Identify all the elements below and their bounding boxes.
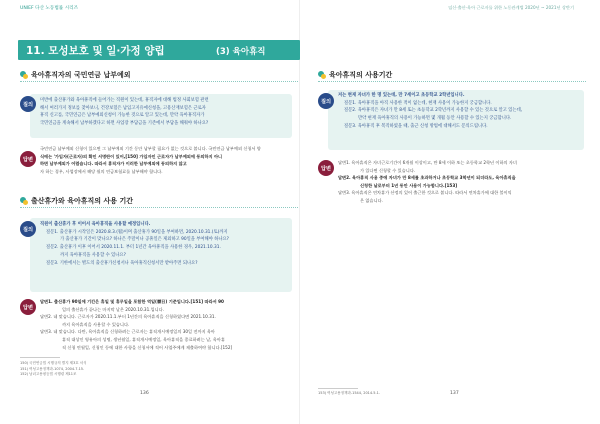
section-divider — [20, 81, 298, 82]
section-bullet-icon — [20, 197, 28, 205]
question-text: 미반에 출산휴가와 육아휴직에 들어가는 직원이 있는데, 휴직자에 대해 법정 사회보험 관련 해서 여러가지 정보를 찾아보니, 건강보험은 납입고지유예신청을, 고용산재보험은 근로자 휴직 신고를, 국민연금은 납부예외신청이 가능한 것으로 알고 있는데, 만약 육아휴직자가 국민연금을 계속해서 납부하겠다고 하면 사업장 부담금을 기존에서 부담을 해줘야 하나요? — [40, 98, 209, 127]
section-bullet-icon — [318, 71, 326, 79]
section-heading-pension — [20, 70, 131, 80]
page-number-left: 136 — [140, 391, 149, 396]
chapter-banner — [18, 40, 300, 60]
question-text: 직원이 출산휴가 후 이어서 육아휴직을 사용할 예정입니다. 질문1. 출산휴가 시작일은 2020.8.3.(월)이며 출산휴가 90일을 부여하면, 2020.10.31.(토)까지 가 출산휴가 기간이 맞나요? 하나은 주말이나 공휴일은 제외하고 90일을 부여해야 하나요? 질문2. 출산휴가 이후 이어서 2020.11.1. 부터 1년간 육아휴직을 사용한 경우, 2021.10.31. 까지 육아휴직을 사용할 수 있나요? 질문3. 기한에서는 별도의 출산휴가신청서나 육아휴직신청서만 받아주면 되나요? — [40, 222, 229, 266]
answer-badge: 답변 — [318, 160, 334, 176]
section-title: 육아휴직의 사용기간 — [329, 71, 393, 79]
answer-text: 답변1. 육아휴직은 자녀근로기간이 6개월 이상이고, 만 8세 이하 또는 초등학교 2학년 이하의 자녀 가 있다면 신청할 수 있습니다. 답변2. 육아휴직 사용 중에 자녀가 만 8세를 초과하거나 초등학교 3학년이 되더라도, 육아휴직을 신청한 날로부터 1년 동안 사용이 가능합니다.[153] 답변3. 육아휴직은 연차휴가 산정의 있어 출근한 것으로 봅니다. 따라서 연차휴가에 대한 불이익 은 없습니다. — [338, 160, 517, 203]
answer-badge: 답변 — [20, 299, 36, 315]
section-title: 출산휴가와 육아휴직의 사용 기간 — [31, 197, 133, 205]
section-heading-usage-period — [318, 70, 392, 80]
section-bullet-icon — [20, 71, 28, 79]
footnotes-left: 150) 국민연금법 시행규칙 별지 제3호 서식 151) 여성고용정책과-1074, 2004.7.15. 152) 남녀고용평등법 시행령 제11조 — [20, 361, 87, 377]
page-spine — [299, 0, 300, 424]
question-badge: 질의 — [318, 93, 334, 109]
section-title: 육아휴직자의 국민연금 납부예외 — [31, 71, 131, 79]
question-badge: 질의 — [20, 221, 36, 237]
question-text: 저는 현재 자녀가 한 명 있는데, 만 7세이고 초등학교 2학년입니다. 질문1. 육아휴직을 아직 사용한 적이 없는데, 현재 사용이 가능한지 궁금합니다. 질문2. 육아휴직은 자녀가 만 8세 또는 초등학교 2학년까지 사용할 수 있는 것으로 알고 있는데, 만약 현재 육아휴직의 사용이 가능하면 몇 개월 동안 사용할 수 있는지 궁금합니다. 질문3. 육아휴직 후 복직하였을 때, 출근 신청 방법에 대해서도 문의드립니다. — [338, 93, 523, 129]
footnotes-right: 153) 여성고용정책과-1544, 2014.5.1. — [318, 391, 380, 395]
chapter-subtitle: (3) 육아휴직 — [216, 46, 266, 57]
answer-text: 국민연금 납부예외 신청이 있으면 그 납부예외 기간 동안 납부할 필요가 없는 것으로 봅니다. 국민연금 납부예외 신청서 양 식에는 '가입자(근로자)의 확인 서명란이 있어,[150] 가입자인 근로자가 납부예외에 동의하지 아니 하면 납부예외가 어렵습니다. 따라서 휴직자가 이러한 납부예외에 동의하지 않고 자 하는 경우, 사업장에서 해당 월의 연금보험료를 납부해야 합니다. — [40, 146, 261, 174]
running-header-left: UNIEF 다산 노동법률 시리즈 — [20, 6, 79, 11]
section-heading-leave-period — [20, 196, 133, 206]
section-divider — [318, 81, 586, 82]
question-badge: 질의 — [20, 96, 36, 112]
chapter-title: 11. 모성보호 및 일·가정 양립 — [26, 45, 165, 57]
section-divider — [20, 207, 298, 208]
footnote-rule — [318, 388, 358, 389]
running-header-right: 임신·출산·육아 근로자를 위한 노동관계법 2020년 ~ 2021년 상반기 — [448, 5, 574, 10]
answer-badge: 답변 — [20, 151, 36, 167]
footnote-rule — [20, 357, 60, 358]
page-number-right: 137 — [450, 391, 459, 396]
answer-text: 답변1. 출산휴가 90일에 기간은 휴일 및 휴무일을 포함한 역일(曆日) 기준입니다.[151] 따라서 90 일의 출산휴가 끝나는 마지막 날은 2020.10.31.입니다. 답변2. 네 맞습니다. 근로자가 2020.11.1.부터 1년간의 육아휴직을 신청하였다면 2021.10.31. 까지 육아휴직을 사용할 수 있습니다. 답변3. 네 맞습니다. 다만, 육아휴직을 신청하려는 근로자는 휴직개시예정일의 30일 전까지 육아 휴직 대상인 영유아의 성명, 생년월일, 휴직개시예정일, 육아휴직을 종료하려는 날, 육아휴 직 신청 연월일, 신청인 등에 대한 사항을 신청서에 적어 사업주에게 제출하여야 합니다.[152] — [40, 299, 233, 350]
